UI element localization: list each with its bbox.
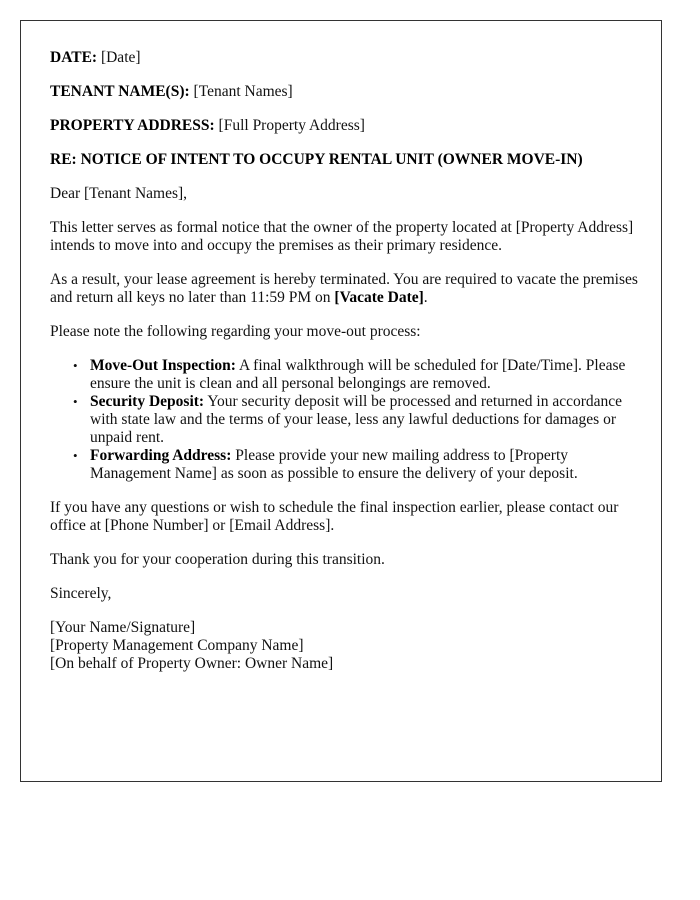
paragraph-contact: If you have any questions or wish to schedule the final inspection earlier, please contact our office at [Phone Number] or [Email Address]. — [50, 499, 619, 534]
bullet-icon: • — [73, 358, 78, 373]
property-value: [Full Property Address] — [218, 117, 365, 134]
bullet-icon: • — [73, 394, 78, 409]
tenant-label: TENANT NAME(S): — [50, 83, 190, 100]
tenant-value: [Tenant Names] — [193, 83, 293, 100]
list-item — [73, 447, 640, 483]
point-text: Your security deposit will be processed and returned in accordance with state law and the terms of your lease, less any lawful deductions for damages or unpaid rent. — [90, 393, 623, 446]
signature-owner: [On behalf of Property Owner: Owner Name] — [50, 655, 334, 672]
salutation: Dear [Tenant Names], — [50, 185, 188, 202]
tenant-line — [50, 83, 640, 101]
property-label: PROPERTY ADDRESS: — [50, 117, 215, 134]
signature-company: [Property Management Company Name] — [50, 637, 304, 654]
move-out-points — [50, 357, 640, 483]
bullet-icon: • — [73, 448, 78, 463]
letter-page — [20, 20, 662, 782]
subject-line — [50, 151, 640, 169]
termination-period: . — [423, 289, 428, 306]
list-item — [73, 357, 640, 393]
paragraph-thanks: Thank you for your cooperation during this transition. — [50, 551, 385, 568]
date-value: [Date] — [100, 49, 141, 66]
paragraph-termination — [50, 271, 640, 307]
signature-block — [50, 619, 640, 673]
point-text: Please provide your new mailing address to [Property Management Name] as soon as possible to ensure the delivery of your deposit. — [90, 447, 578, 482]
closing: Sincerely, — [50, 585, 112, 602]
signature-name: [Your Name/Signature] — [50, 619, 196, 636]
paragraph-notice: This letter serves as formal notice that the owner of the property located at [Property Address] intends to move into and occupy the premises as their primary residence. — [50, 219, 634, 254]
vacate-date: [Vacate Date] — [334, 289, 424, 306]
date-label: DATE: — [50, 49, 98, 66]
date-line — [50, 49, 640, 67]
point-title: Forwarding Address: — [90, 447, 232, 464]
termination-text: As a result, your lease agreement is hereby terminated. You are required to vacate the premises and return all keys no later than 11:59 PM on — [50, 271, 638, 306]
property-line — [50, 117, 640, 135]
point-title: Move-Out Inspection: — [90, 357, 236, 374]
point-title: Security Deposit: — [90, 393, 205, 410]
list-intro: Please note the following regarding your move-out process: — [50, 323, 421, 340]
point-text: A final walkthrough will be scheduled for [Date/Time]. Please ensure the unit is clean and all personal belongings are removed. — [90, 357, 626, 392]
letter-content — [50, 49, 640, 689]
subject-text: RE: NOTICE OF INTENT TO OCCUPY RENTAL UNIT (OWNER MOVE-IN) — [50, 151, 583, 168]
list-item — [73, 393, 640, 447]
